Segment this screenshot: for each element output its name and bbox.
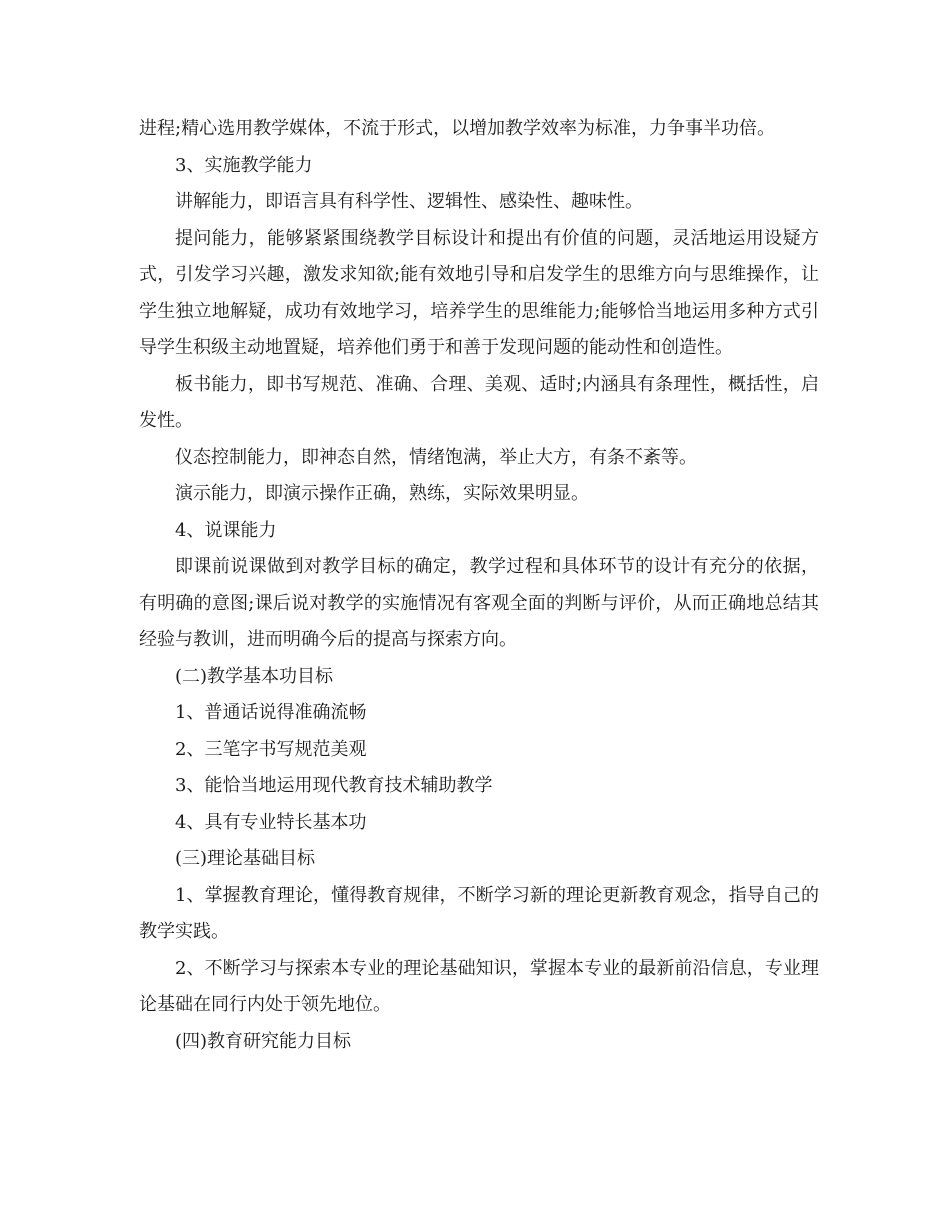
heading-lesson-talk: 4、说课能力 [175, 519, 277, 541]
document-body [139, 111, 819, 1060]
list-item-specialty: 4、具有专业特长基本功 [175, 811, 367, 833]
paragraph-theory-2: 2、不断学习与探索本专业的理论基础知识，掌握本专业的最新前沿信息，专业理论基础在同行内处于领先地位。 [139, 957, 819, 1015]
heading-basic-skills-goal: (二)教学基本功目标 [175, 665, 334, 687]
paragraph-demeanor-ability: 仪态控制能力，即神态自然，情绪饱满，举止大方，有条不紊等。 [175, 446, 697, 468]
paragraph-continuation: 进程;精心选用教学媒体，不流于形式，以增加教学效率为标准，力争事半功倍。 [139, 118, 776, 139]
list-item-calligraphy: 2、三笔字书写规范美观 [175, 738, 367, 760]
paragraph-theory-1: 1、掌握教育理论，懂得教育规律，不断学习新的理论更新教育观念，指导自己的教学实践。 [139, 884, 819, 942]
heading-teaching-implementation: 3、实施教学能力 [175, 154, 313, 176]
list-item-edtech: 3、能恰当地运用现代教育技术辅助教学 [175, 775, 493, 796]
paragraph-demonstration-ability: 演示能力，即演示操作正确，熟练，实际效果明显。 [175, 483, 589, 504]
paragraph-blackboard-ability: 板书能力，即书写规范、准确、合理、美观、适时;内涵具有条理性，概括性，启发性。 [139, 373, 819, 431]
heading-theory-goal: (三)理论基础目标 [175, 848, 316, 869]
heading-research-goal: (四)教育研究能力目标 [175, 1030, 352, 1052]
paragraph-explanation-ability: 讲解能力，即语言具有科学性、逻辑性、感染性、趣味性。 [175, 191, 643, 212]
paragraph-questioning-ability: 提问能力，能够紧紧围绕教学目标设计和提出有价值的问题，灵活地运用设疑方式，引发学习兴趣，激发求知欲;能有效地引导和启发学生的思维方向与思维操作，让学生独立地解疑，成功有效地学习，培养学生的思维能力;能够恰当地运用多种方式引导学生积级主动地置疑，培养他们勇于和善于发现问题的能动性和创造性。 [139, 227, 819, 358]
paragraph-lesson-talk: 即课前说课做到对教学目标的确定，教学过程和具体环节的设计有充分的依据，有明确的意图;课后说对教学的实施情况有客观全面的判断与评价，从而正确地总结其经验与教训，进而明确今后的提高与探索方向。 [139, 556, 819, 650]
list-item-mandarin: 1、普通话说得准确流畅 [175, 702, 367, 723]
